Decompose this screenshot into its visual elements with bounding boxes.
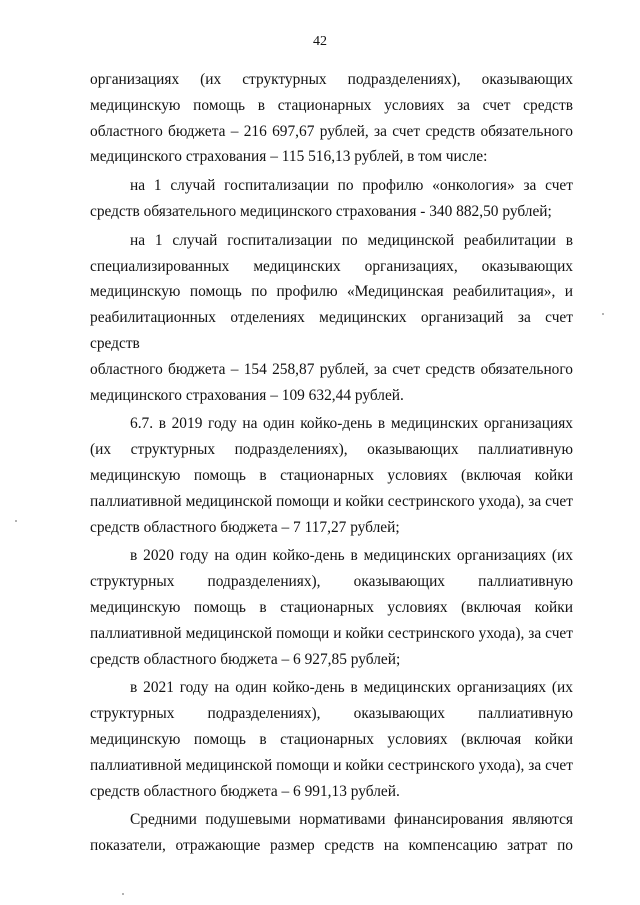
text-line: 6.7. в 2019 году на один койко-день в медицинских организациях xyxy=(130,415,573,433)
text-line: структурных подразделениях), оказывающих паллиативную xyxy=(90,705,573,723)
text-line: реабилитационных отделениях медицинских организаций за счет средств xyxy=(90,309,573,352)
text-line: медицинского страхования – 115 516,13 рублей, в том числе: xyxy=(90,148,488,166)
text-line: медицинского страхования – 109 632,44 рублей. xyxy=(90,386,404,404)
text-line: Средними подушевыми нормативами финансирования являются xyxy=(130,811,573,829)
scan-speck xyxy=(15,520,17,522)
text-line: медицинскую помощь в стационарных условиях (включая койки xyxy=(90,466,573,484)
text-line: областного бюджета – 154 258,87 рублей, за счет средств обязательного xyxy=(90,360,573,378)
text-line: областного бюджета – 216 697,67 рублей, за счет средств обязательного xyxy=(90,122,573,140)
scan-speck xyxy=(122,893,124,895)
text-line: средств обязательного медицинского страхования - 340 882,50 рублей; xyxy=(90,202,552,220)
text-line: структурных подразделениях), оказывающих паллиативную xyxy=(90,573,573,591)
text-line: средств областного бюджета – 6 991,13 рублей. xyxy=(90,782,400,800)
text-line: на 1 случай госпитализации по медицинской реабилитации в xyxy=(130,231,573,249)
text-line: средств областного бюджета – 7 117,27 рублей; xyxy=(90,518,400,536)
text-line: организациях (их структурных подразделениях), оказывающих xyxy=(90,71,573,88)
text-line: (их структурных подразделениях), оказывающих паллиативную xyxy=(90,441,573,459)
text-line: в 2020 году на один койко-день в медицинских организациях (их xyxy=(130,547,573,565)
text-line: паллиативной медицинской помощи и койки сестринского ухода), за счет xyxy=(90,624,573,642)
body-text xyxy=(90,67,573,859)
text-line: показатели, отражающие размер средств на компенсацию затрат по xyxy=(90,837,573,855)
paragraph xyxy=(90,411,573,540)
paragraph xyxy=(90,807,573,859)
scan-speck xyxy=(602,313,604,315)
text-line: медицинскую помощь в стационарных условиях (включая койки xyxy=(90,730,573,748)
page-number: 42 xyxy=(313,34,327,49)
paragraph xyxy=(90,173,573,225)
text-line: медицинскую помощь в стационарных условиях за счет средств xyxy=(90,96,573,114)
paragraph xyxy=(90,543,573,672)
text-line: паллиативной медицинской помощи и койки сестринского ухода), за счет xyxy=(90,756,573,774)
text-line: в 2021 году на один койко-день в медицинских организациях (их xyxy=(130,679,573,697)
paragraph xyxy=(90,675,573,804)
text-line: медицинскую помощь по профилю «Медицинская реабилитация», и xyxy=(90,283,573,301)
text-line: на 1 случай госпитализации по профилю «онкология» за счет xyxy=(130,177,573,195)
text-line: специализированных медицинских организациях, оказывающих xyxy=(90,257,573,275)
paragraph xyxy=(90,228,573,409)
paragraph xyxy=(90,67,573,170)
text-line: средств областного бюджета – 6 927,85 рублей; xyxy=(90,650,401,668)
text-line: медицинскую помощь в стационарных условиях (включая койки xyxy=(90,598,573,616)
text-line: паллиативной медицинской помощи и койки сестринского ухода), за счет xyxy=(90,492,573,510)
